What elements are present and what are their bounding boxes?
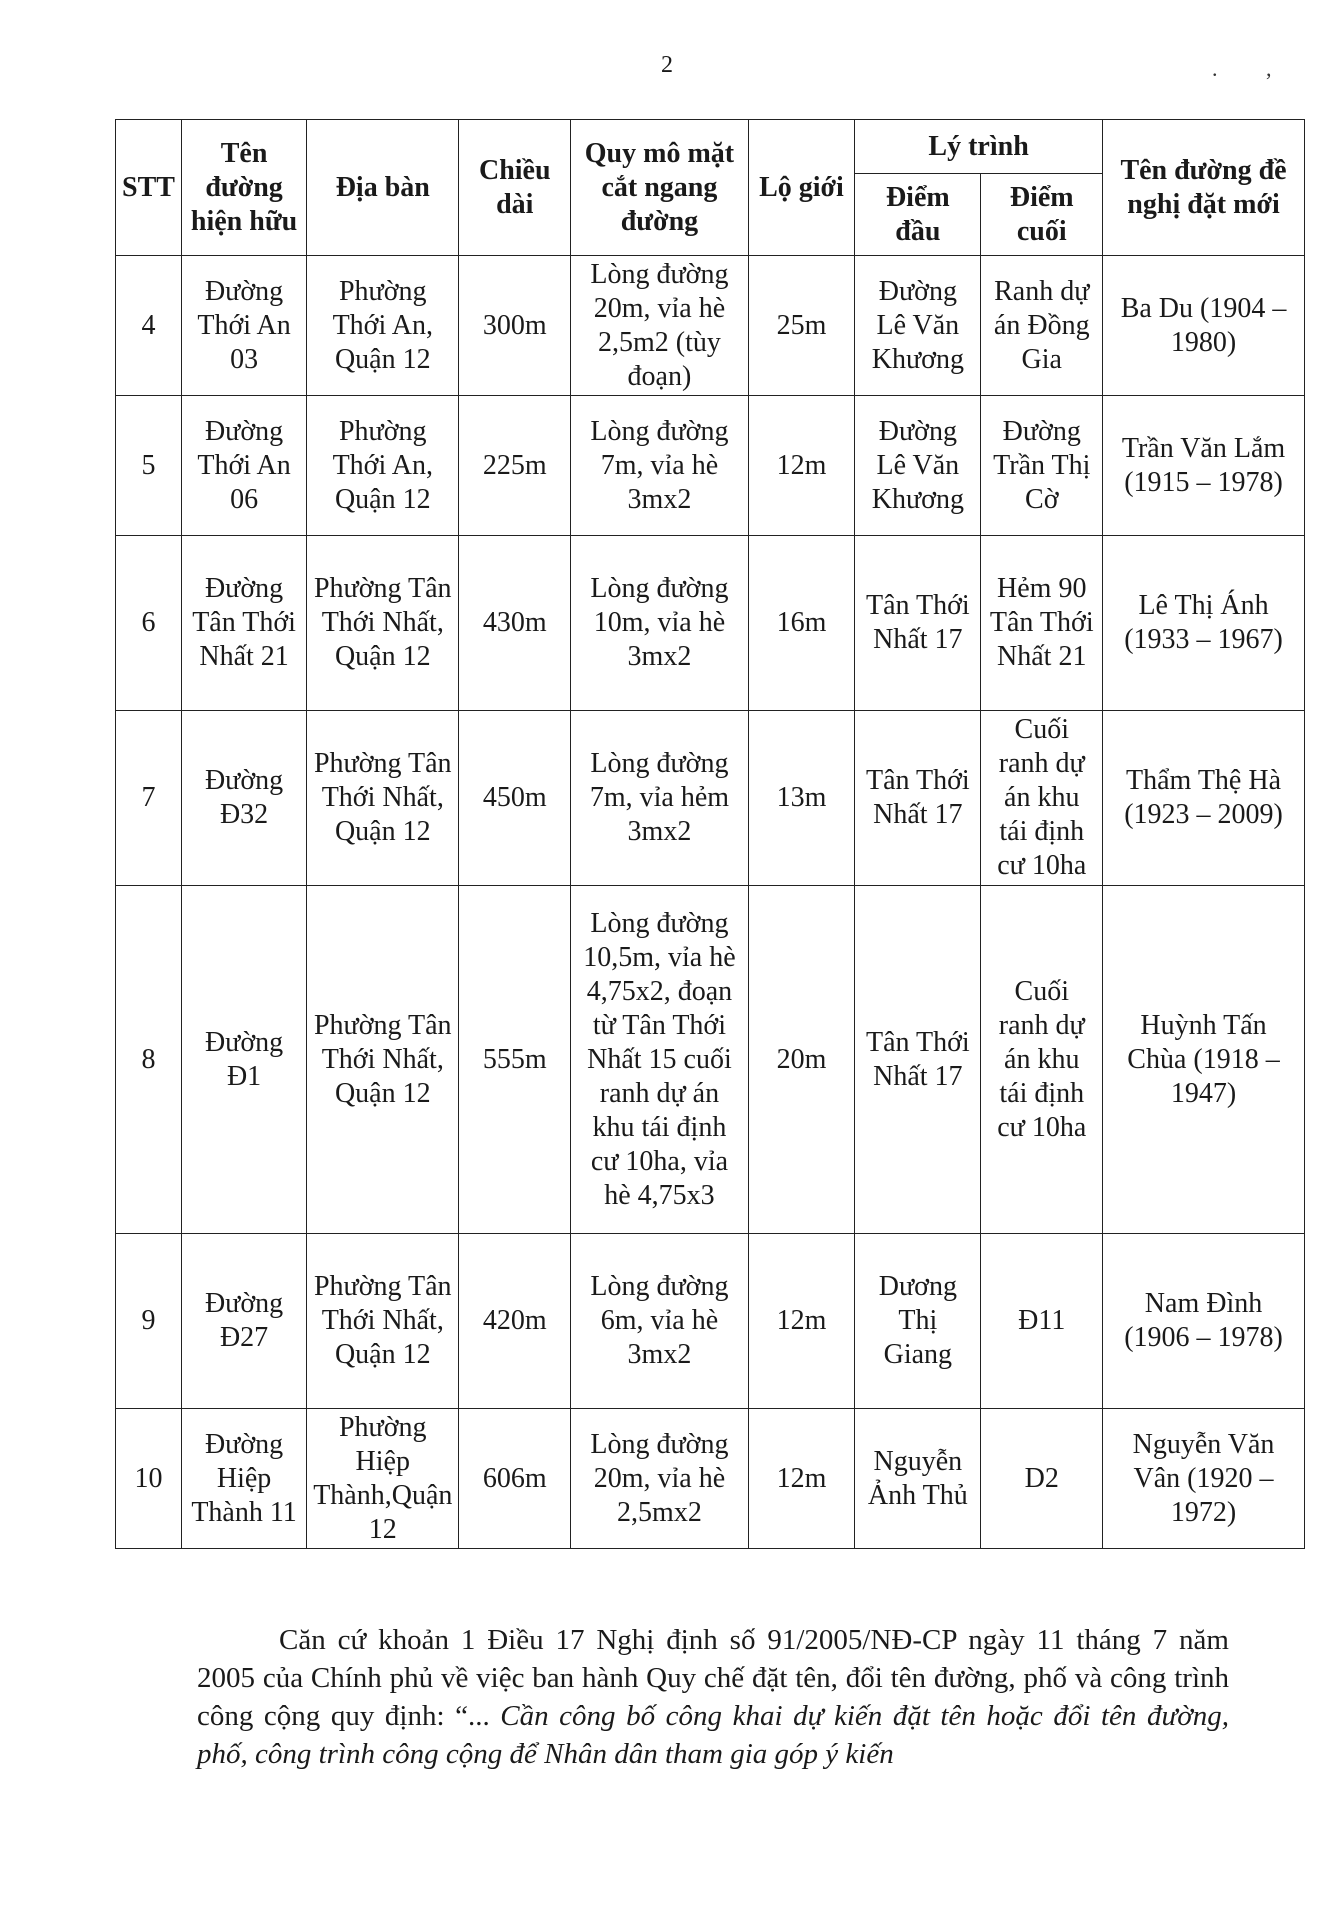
cell-ten-duong: Đường Đ1 [181, 886, 306, 1234]
cell-ten-moi: Trần Văn Lắm (1915 – 1978) [1103, 396, 1305, 536]
scan-mark: . [1212, 56, 1218, 81]
scan-mark: , [1266, 56, 1272, 81]
cell-lo-gioi: 12m [748, 1409, 854, 1549]
cell-stt: 10 [116, 1409, 182, 1549]
cell-quy-mo: Lòng đường 7m, vỉa hè 3mx2 [571, 396, 749, 536]
cell-dia-ban: Phường Thới An, Quận 12 [307, 256, 459, 396]
cell-quy-mo: Lòng đường 7m, vỉa hẻm 3mx2 [571, 711, 749, 886]
table-row [116, 396, 1305, 536]
cell-ten-duong: Đường Hiệp Thành 11 [181, 1409, 306, 1549]
cell-lo-gioi: 16m [748, 536, 854, 711]
cell-diem-cuoi: Cuối ranh dự án khu tái định cư 10ha [981, 711, 1103, 886]
cell-dia-ban: Phường Hiệp Thành,Quận 12 [307, 1409, 459, 1549]
table-row [116, 536, 1305, 711]
header-diem-cuoi: Điểm cuối [981, 174, 1103, 256]
table-row [116, 1234, 1305, 1409]
cell-quy-mo: Lòng đường 20m, vỉa hè 2,5m2 (tùy đoạn) [571, 256, 749, 396]
cell-ten-moi: Nguyễn Văn Vân (1920 – 1972) [1103, 1409, 1305, 1549]
cell-lo-gioi: 12m [748, 396, 854, 536]
cell-diem-dau: Tân Thới Nhất 17 [855, 711, 981, 886]
legal-basis-paragraph [197, 1621, 1229, 1773]
cell-ten-moi: Huỳnh Tấn Chùa (1918 – 1947) [1103, 886, 1305, 1234]
cell-stt: 9 [116, 1234, 182, 1409]
table-row [116, 1409, 1305, 1549]
cell-dia-ban: Phường Tân Thới Nhất, Quận 12 [307, 536, 459, 711]
header-diem-dau: Điểm đầu [855, 174, 981, 256]
cell-lo-gioi: 20m [748, 886, 854, 1234]
cell-diem-dau: Dương Thị Giang [855, 1234, 981, 1409]
cell-ten-moi: Lê Thị Ánh (1933 – 1967) [1103, 536, 1305, 711]
cell-diem-cuoi: D2 [981, 1409, 1103, 1549]
cell-diem-cuoi: Hẻm 90 Tân Thới Nhất 21 [981, 536, 1103, 711]
cell-quy-mo: Lòng đường 6m, vỉa hè 3mx2 [571, 1234, 749, 1409]
header-dia-ban: Địa bàn [307, 120, 459, 256]
header-ly-trinh: Lý trình [855, 120, 1103, 174]
table-row [116, 886, 1305, 1234]
cell-diem-dau: Nguyễn Ảnh Thủ [855, 1409, 981, 1549]
header-chieu-dai: Chiều dài [459, 120, 571, 256]
cell-ten-moi: Ba Du (1904 – 1980) [1103, 256, 1305, 396]
cell-chieu-dai: 606m [459, 1409, 571, 1549]
cell-stt: 6 [116, 536, 182, 711]
table-row [116, 256, 1305, 396]
cell-stt: 7 [116, 711, 182, 886]
cell-diem-cuoi: Ranh dự án Đồng Gia [981, 256, 1103, 396]
cell-diem-dau: Đường Lê Văn Khương [855, 256, 981, 396]
cell-stt: 4 [116, 256, 182, 396]
page-number: 2 [661, 52, 673, 78]
cell-diem-cuoi: Đ11 [981, 1234, 1103, 1409]
cell-diem-cuoi: Đường Trần Thị Cờ [981, 396, 1103, 536]
header-ten-moi: Tên đường đề nghị đặt mới [1103, 120, 1305, 256]
header-stt: STT [116, 120, 182, 256]
header-ten-duong-hien-huu: Tên đường hiện hữu [181, 120, 306, 256]
road-naming-table [115, 119, 1305, 1549]
cell-chieu-dai: 430m [459, 536, 571, 711]
cell-diem-dau: Tân Thới Nhất 17 [855, 536, 981, 711]
cell-lo-gioi: 12m [748, 1234, 854, 1409]
cell-quy-mo: Lòng đường 10,5m, vỉa hè 4,75x2, đoạn từ Tân Thới Nhất 15 cuối ranh dự án khu tái định cư 10ha, vỉa hè 4,75x3 [571, 886, 749, 1234]
cell-ten-moi: Thẩm Thệ Hà (1923 – 2009) [1103, 711, 1305, 886]
cell-dia-ban: Phường Thới An, Quận 12 [307, 396, 459, 536]
cell-stt: 5 [116, 396, 182, 536]
cell-ten-duong: Đường Đ27 [181, 1234, 306, 1409]
cell-dia-ban: Phường Tân Thới Nhất, Quận 12 [307, 886, 459, 1234]
cell-quy-mo: Lòng đường 20m, vỉa hè 2,5mx2 [571, 1409, 749, 1549]
cell-diem-dau: Đường Lê Văn Khương [855, 396, 981, 536]
paragraph-text: Căn cứ khoản 1 Điều 17 Nghị định số 91/2005/NĐ-CP ngày 11 tháng 7 năm 2005 của Chính phủ về việc ban hành Quy chế đặt tên, đổi tên đường, phố và công trình công cộng quy định: “... [197, 1624, 1229, 1732]
cell-lo-gioi: 13m [748, 711, 854, 886]
cell-chieu-dai: 300m [459, 256, 571, 396]
cell-diem-dau: Tân Thới Nhất 17 [855, 886, 981, 1234]
cell-chieu-dai: 225m [459, 396, 571, 536]
cell-stt: 8 [116, 886, 182, 1234]
cell-ten-duong: Đường Đ32 [181, 711, 306, 886]
cell-dia-ban: Phường Tân Thới Nhất, Quận 12 [307, 711, 459, 886]
cell-dia-ban: Phường Tân Thới Nhất, Quận 12 [307, 1234, 459, 1409]
cell-ten-moi: Nam Đình (1906 – 1978) [1103, 1234, 1305, 1409]
header-quy-mo: Quy mô mặt cắt ngang đường [571, 120, 749, 256]
cell-ten-duong: Đường Thới An 03 [181, 256, 306, 396]
cell-chieu-dai: 555m [459, 886, 571, 1234]
cell-chieu-dai: 450m [459, 711, 571, 886]
cell-lo-gioi: 25m [748, 256, 854, 396]
header-lo-gioi: Lộ giới [748, 120, 854, 256]
cell-quy-mo: Lòng đường 10m, vỉa hè 3mx2 [571, 536, 749, 711]
cell-chieu-dai: 420m [459, 1234, 571, 1409]
cell-ten-duong: Đường Thới An 06 [181, 396, 306, 536]
table-row [116, 711, 1305, 886]
paragraph-quote: Cần công bố công khai dự kiến đặt tên hoặc đổi tên đường, phố, công trình công cộng để Nhân dân tham gia góp ý kiến [197, 1700, 1229, 1770]
cell-diem-cuoi: Cuối ranh dự án khu tái định cư 10ha [981, 886, 1103, 1234]
cell-ten-duong: Đường Tân Thới Nhất 21 [181, 536, 306, 711]
